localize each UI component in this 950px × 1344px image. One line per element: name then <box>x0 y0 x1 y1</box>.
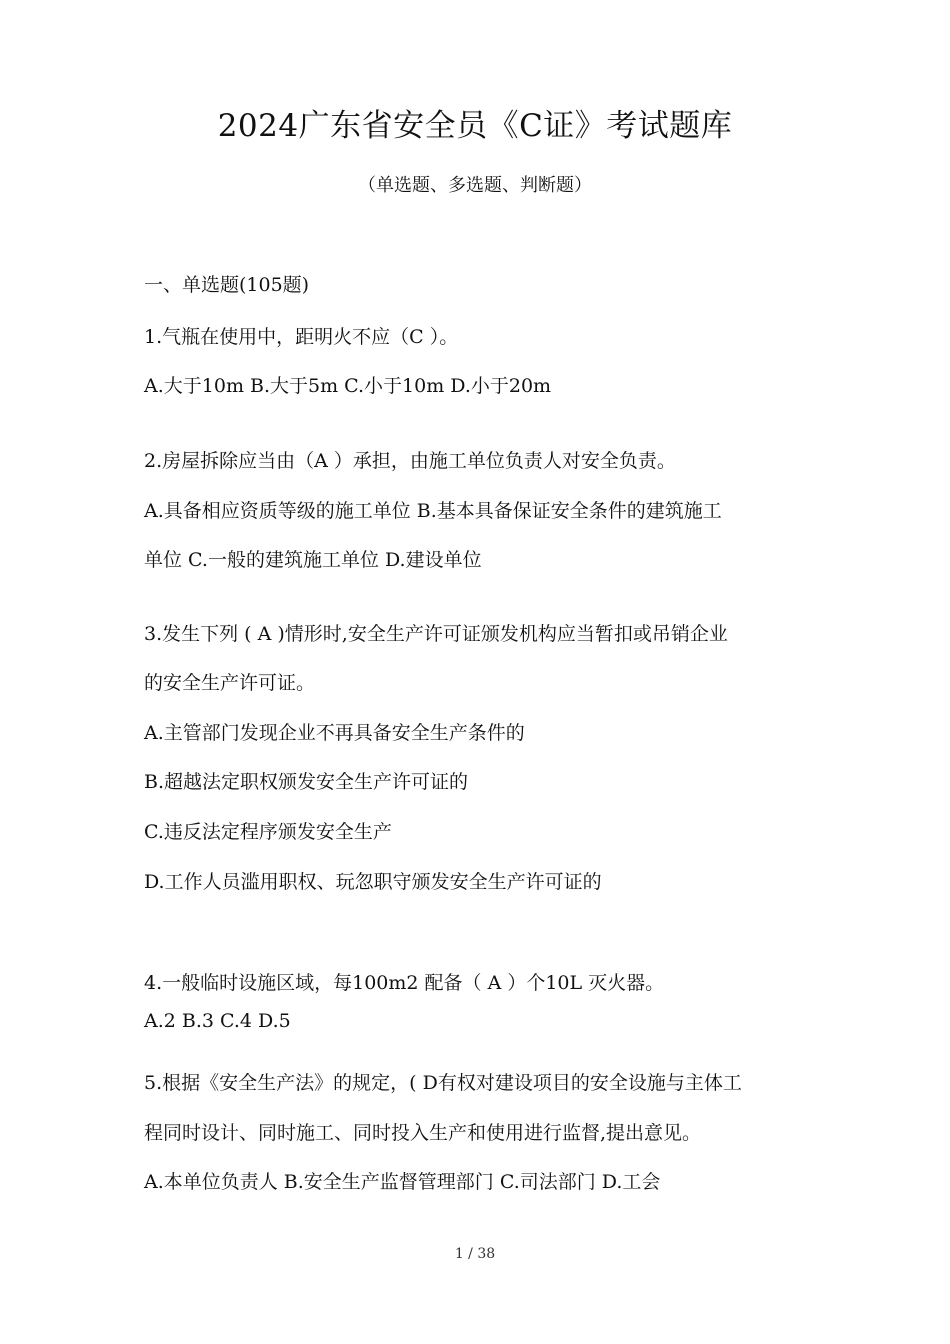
section-heading: 一、单选题(105题) <box>144 274 310 296</box>
question-2-text: 2.房屋拆除应当由（A ）承担，由施工单位负责人对安全负责。 <box>144 450 676 472</box>
question-3-option-a: A.主管部门发现企业不再具备安全生产条件的 <box>144 722 525 744</box>
question-3-option-d: D.工作人员滥用职权、玩忽职守颁发安全生产许可证的 <box>144 871 602 893</box>
question-3-option-c: C.违反法定程序颁发安全生产 <box>144 821 392 843</box>
question-4-options: A.2 B.3 C.4 D.5 <box>144 1010 291 1032</box>
question-3-option-b: B.超越法定职权颁发安全生产许可证的 <box>144 771 469 793</box>
question-4-text: 4.一般临时设施区域，每100m2 配备（ A ）个10L 灭火器。 <box>144 972 665 994</box>
question-2-options-line-2: 单位 C.一般的建筑施工单位 D.建设单位 <box>144 549 482 571</box>
question-3-text-line-2: 的安全生产许可证。 <box>144 672 316 694</box>
question-1-text: 1.气瓶在使用中，距明火不应（C ）。 <box>144 326 459 348</box>
page-number: 1 / 38 <box>454 1246 496 1262</box>
question-3-text-line-1: 3.发生下列 ( A )情形时,安全生产许可证颁发机构应当暂扣或吊销企业 <box>144 623 728 645</box>
question-1-options: A.大于10m B.大于5m C.小于10m D.小于20m <box>144 375 552 397</box>
document-title: 2024广东省安全员《C证》考试题库 <box>217 108 733 144</box>
question-2-options-line-1: A.具备相应资质等级的施工单位 B.基本具备保证安全条件的建筑施工 <box>144 500 722 522</box>
question-5-text-line-1: 5.根据《安全生产法》的规定，( D有权对建设项目的安全设施与主体工 <box>144 1072 742 1094</box>
question-5-options: A.本单位负责人 B.安全生产监督管理部门 C.司法部门 D.工会 <box>144 1171 661 1193</box>
question-5-text-line-2: 程同时设计、同时施工、同时投入生产和使用进行监督,提出意见。 <box>144 1122 702 1144</box>
document-subtitle: （单选题、多选题、判断题） <box>358 175 592 196</box>
